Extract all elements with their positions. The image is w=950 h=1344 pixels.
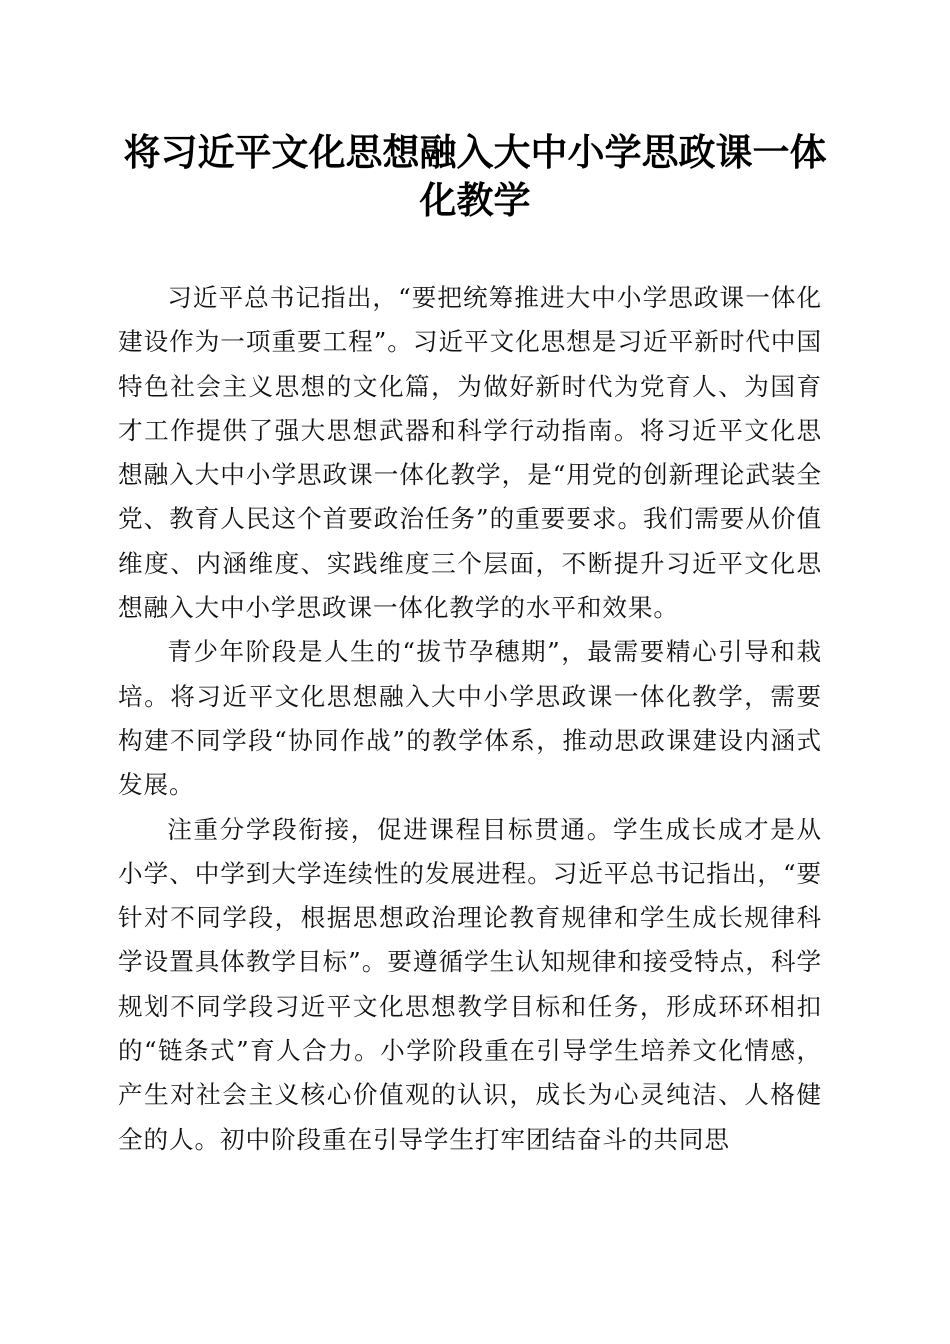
document-title: 将习近平文化思想融入大中小学思政课一体化教学 <box>123 130 827 222</box>
paragraph-1: 习近平总书记指出，“要把统筹推进大中小学思政课一体化建设作为一项重要工程”。习近平文化思想是习近平新时代中国特色社会主义思想的文化篇，为做好新时代为党育人、为国育才工作提供了强大思想武器和科学行动指南。将习近平文化思想融入大中小学思政课一体化教学，是“用党的创新理论武装全党、教育人民这个首要政治任务”的重要要求。我们需要从价值维度、内涵维度、实践维度三个层面，不断提升习近平文化思想融入大中小学思政课一体化教学的水平和效果。 <box>118 283 822 623</box>
document-body <box>118 276 822 1162</box>
paragraph-2: 青少年阶段是人生的“拔节孕穗期”，最需要精心引导和栽培。将习近平文化思想融入大中小学思政课一体化教学，需要构建不同学段“协同作战”的教学体系，推动思政课建设内涵式发展。 <box>118 637 822 800</box>
paragraph-3: 注重分学段衔接，促进课程目标贯通。学生成长成才是从小学、中学到大学连续性的发展进程。习近平总书记指出，“要针对不同学段，根据思想政治理论教育规律和学生成长规律科学设置具体教学目标”。要遵循学生认知规律和接受特点，科学规划不同学段习近平文化思想教学目标和任务，形成环环相扣的“链条式”育人合力。小学阶段重在引导学生培养文化情感，产生对社会主义核心价值观的认识，成长为心灵纯洁、人格健全的人。初中阶段重在引导学生打牢团结奋斗的共同思 <box>118 814 822 1154</box>
